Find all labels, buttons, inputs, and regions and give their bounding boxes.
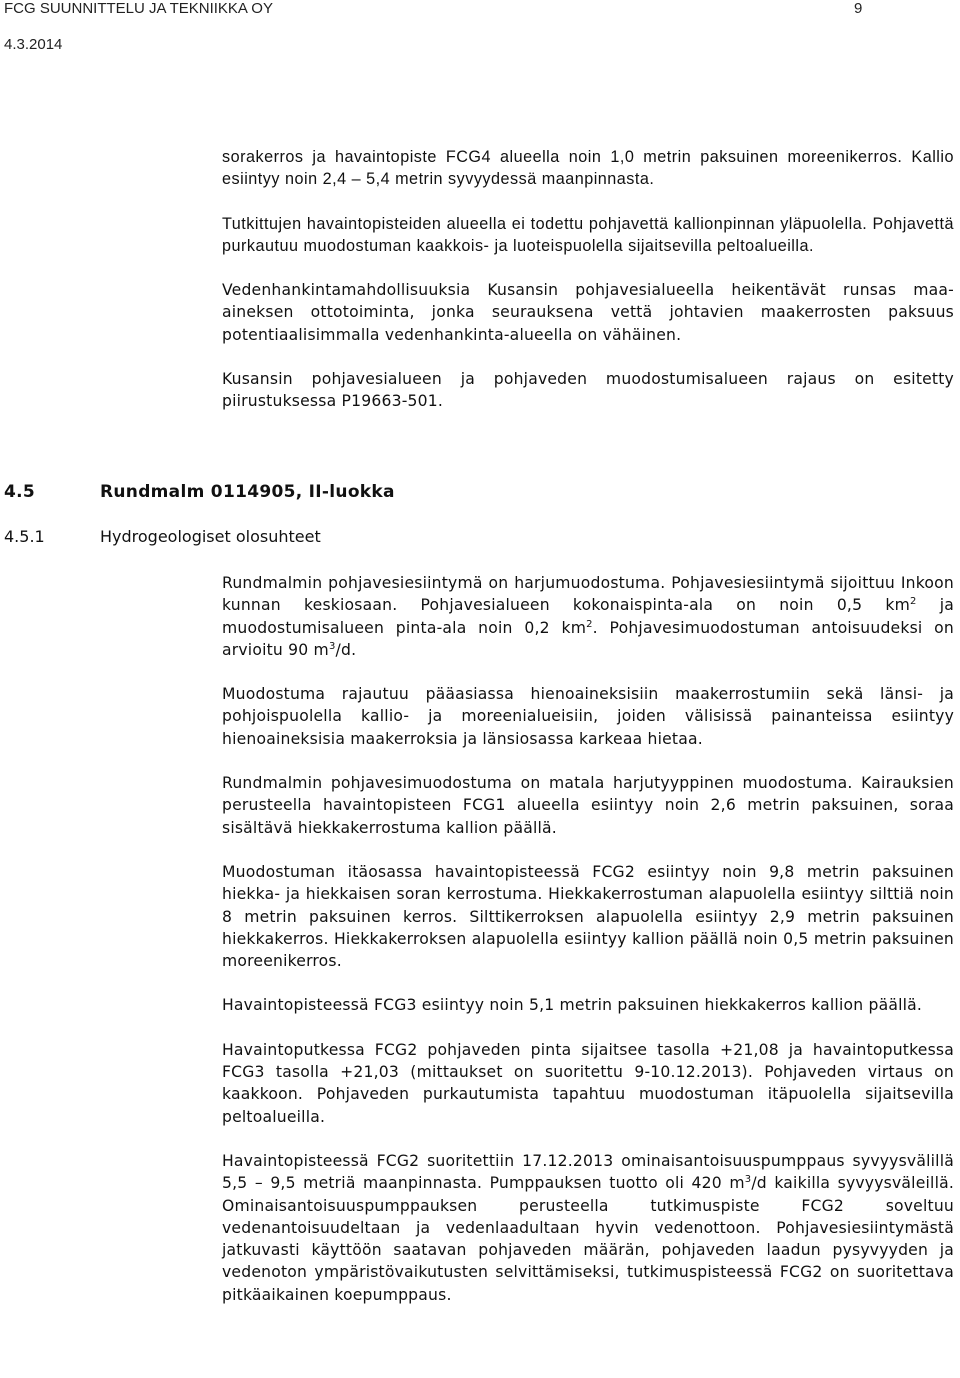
paragraph: Muodostuma rajautuu pääasiassa hienoaineksisiin maakerrostumiin sekä länsi- ja pohjoispuolella kallio- ja moreenialueisiin, joiden välisissä painanteissa esiintyy hienoaineksisia maakerroksia ja länsiosassa karkeaa hietaa. (222, 685, 954, 748)
paragraph: Rundmalmin pohjavesiesiintymä on harjumuodostuma. Pohjavesiesiintymä sijoittuu Inkoon kunnan keskiosaan. Pohjavesialueen kokonaispinta-ala on noin 0,5 $km^2$ ja muodostumisalueen pinta-ala noin 0,2 $km^2$. Pohjavesimuodostuman antoisuudeksi on arvioitu 90 $m^3/d$. (222, 574, 954, 659)
paragraph: Muodostuman itäosassa havaintopisteessä FCG2 esiintyy noin 9,8 metrin paksuinen hiekka- ja hiekkaisen soran kerrostuma. Hiekkakerrostuman alapuolella esiintyy silttiä noin 8 metrin paksuinen kerros. Silttikerroksen alapuolella esiintyy 2,9 metrin paksuinen hiekkakerros. Hiekkakerroksen alapuolella esiintyy kallion päällä noin 0,5 metrin paksuinen moreenikerros. (222, 862, 954, 971)
paragraph: Vedenhankintamahdollisuuksia Kusansin pohjavesialueella heikentävät runsas maa-aineksen ottotoiminta, jonka seurauksena vettä johtavien maakerrosten paksuus potentiaalisimmalla vedenhankinta-alueella on vähäinen. (222, 281, 954, 344)
paragraph: Rundmalmin pohjavesimuodostuma on matala harjutyyppinen muodostuma. Kairauksien perusteella havaintopisteen FCG1 alueella esiintyy noin 2,6 metrin paksuinen, soraa sisältävä hiekkakerrostuma kallion päällä. (222, 774, 954, 837)
section-title: Rundmalm 0114905, II-luokka (100, 482, 395, 502)
subsection-heading (4, 527, 321, 546)
paragraph: Havaintopisteessä FCG3 esiintyy noin 5,1 metrin paksuinen hiekkakerros kallion päällä. (222, 996, 923, 1015)
header-page-number: 9 (854, 0, 863, 17)
header-date: 4.3.2014 (4, 36, 63, 53)
header-company: FCG SUUNNITTELU JA TEKNIIKKA OY (4, 0, 273, 17)
paragraph: Havaintopisteessä FCG2 suoritettiin 17.12.2013 ominaisantoisuuspumppaus syvyysvälillä 5,5 – 9,5 metriä maanpinnasta. Pumppauksen tuotto oli 420 $m^3/d$ kaikilla syvyysväleillä. Ominaisantoisuuspumppauksen perusteella tutkimuspiste FCG2 soveltuu vedenantoisuudeltaan ja vedenlaadultaan hyvin vedenottoon. Pohjavesiesiintymästä jatkuvasti käyttöön saatavan pohjaveden määrän, pohjaveden laadun pysyvyyden ja vedenoton ympäristövaikutusten selvittämiseksi, tutkimuspisteessä FCG2 on suoritettava pitkäaikainen koepumppaus. (222, 1151, 955, 1304)
section-number: 4.5 (4, 482, 36, 502)
paragraph: sorakerros ja havaintopiste FCG4 alueella noin 1,0 metrin paksuinen moreenikerros. Kallio esiintyy noin 2,4 – 5,4 metrin syvyydessä maanpinnasta. (222, 148, 954, 189)
paragraph: Tutkittujen havaintopisteiden alueella ei todettu pohjavettä kallionpinnan yläpuolella. Pohjavettä purkautuu muodostuman kaakkois- ja luoteispuolella sijaitsevilla peltoalueilla. (222, 214, 954, 255)
paragraph: Havaintoputkessa FCG2 pohjaveden pinta sijaitsee tasolla +21,08 ja havaintoputkessa FCG3 tasolla +21,03 (mittaukset on suoritettu 9-10.12.2013). Pohjaveden virtaus on kaakkoon. Pohjaveden purkautumista tapahtuu muodostuman itäpuolella sijaitsevilla peltoalueilla. (222, 1040, 954, 1126)
paragraph: Kusansin pohjavesialueen ja pohjaveden muodostumisalueen rajaus on esitetty piirustuksessa P19663-501. (222, 370, 954, 411)
lower-text-block (222, 572, 954, 1306)
subsection-number: 4.5.1 (4, 527, 45, 546)
section-heading (4, 482, 395, 502)
subsection-title: Hydrogeologiset olosuhteet (100, 527, 321, 546)
upper-text-block (222, 146, 954, 413)
